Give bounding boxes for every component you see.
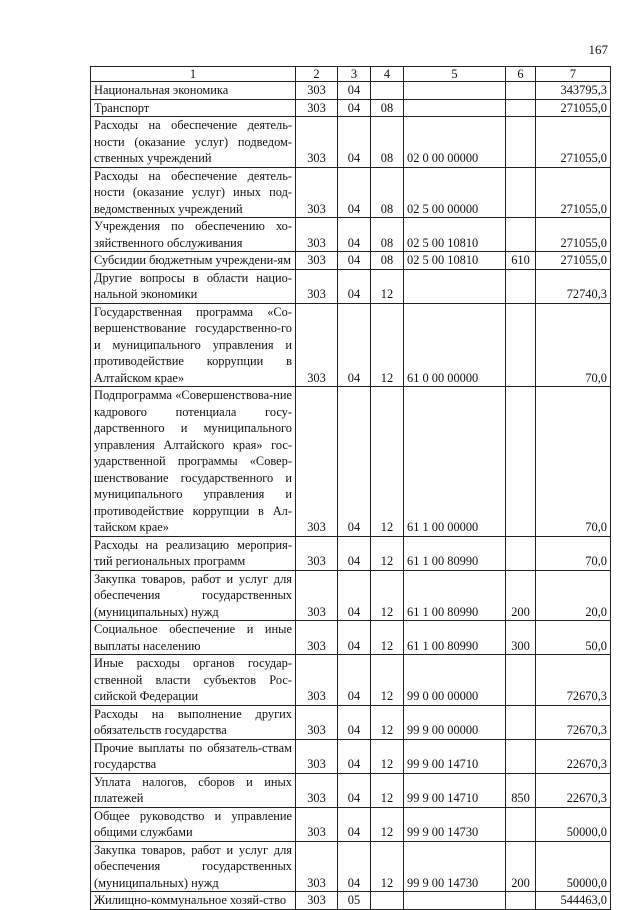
row-vr-cell bbox=[506, 739, 536, 773]
table-row bbox=[91, 303, 611, 387]
row-section-cell: 04 bbox=[338, 773, 371, 807]
row-name-cell: Подпрограмма «Совершенствова-ние кадрового потенциала госу-дарственного и муниципального управления Алтайского края» гос-ударственной программы «Совер-шенствование государственного и муниципального управления и противодействие коррупции в Ал-тайском крае» bbox=[91, 387, 296, 537]
row-vr-cell bbox=[506, 99, 536, 117]
row-section-cell: 04 bbox=[338, 807, 371, 841]
row-section-cell: 04 bbox=[338, 705, 371, 739]
row-vr-cell bbox=[506, 807, 536, 841]
row-sum-cell: 271055,0 bbox=[536, 167, 611, 218]
table-row bbox=[91, 705, 611, 739]
row-name-cell: Государственная программа «Со-вершенствование государственно-го и муниципального управления и противодействие коррупции в Алтайском крае» bbox=[91, 303, 296, 387]
row-sum-cell: 271055,0 bbox=[536, 218, 611, 252]
table-row bbox=[91, 269, 611, 303]
row-sum-cell: 72670,3 bbox=[536, 655, 611, 706]
row-subsection-cell: 08 bbox=[371, 218, 404, 252]
row-code-cell: 303 bbox=[296, 655, 338, 706]
row-subsection-cell bbox=[371, 82, 404, 100]
row-subsection-cell: 12 bbox=[371, 570, 404, 621]
row-subsection-cell: 12 bbox=[371, 655, 404, 706]
row-name-cell: Расходы на реализацию мероприя-тий региональных программ bbox=[91, 536, 296, 570]
row-subsection-cell: 12 bbox=[371, 269, 404, 303]
row-code-cell: 303 bbox=[296, 536, 338, 570]
row-section-cell: 04 bbox=[338, 99, 371, 117]
row-code-cell: 303 bbox=[296, 807, 338, 841]
row-sum-cell: 50000,0 bbox=[536, 807, 611, 841]
row-section-cell: 04 bbox=[338, 536, 371, 570]
row-subsection-cell: 12 bbox=[371, 387, 404, 537]
row-vr-cell: 300 bbox=[506, 621, 536, 655]
row-target-cell bbox=[404, 99, 506, 117]
row-section-cell: 05 bbox=[338, 892, 371, 910]
row-code-cell: 303 bbox=[296, 387, 338, 537]
row-code-cell: 303 bbox=[296, 99, 338, 117]
row-vr-cell bbox=[506, 536, 536, 570]
row-vr-cell bbox=[506, 82, 536, 100]
row-sum-cell: 72670,3 bbox=[536, 705, 611, 739]
table-row bbox=[91, 655, 611, 706]
header-cell-code: 2 bbox=[296, 67, 338, 82]
row-subsection-cell: 12 bbox=[371, 773, 404, 807]
row-vr-cell: 850 bbox=[506, 773, 536, 807]
row-section-cell: 04 bbox=[338, 82, 371, 100]
row-sum-cell: 271055,0 bbox=[536, 99, 611, 117]
row-subsection-cell: 08 bbox=[371, 167, 404, 218]
row-subsection-cell: 08 bbox=[371, 117, 404, 168]
row-vr-cell bbox=[506, 117, 536, 168]
row-subsection-cell: 12 bbox=[371, 841, 404, 892]
row-name-cell: Учреждения по обеспечению хо-зяйственного обслуживания bbox=[91, 218, 296, 252]
row-sum-cell: 50000,0 bbox=[536, 841, 611, 892]
table-row bbox=[91, 739, 611, 773]
row-code-cell: 303 bbox=[296, 252, 338, 270]
table-row bbox=[91, 536, 611, 570]
header-cell-sum: 7 bbox=[536, 67, 611, 82]
row-name-cell: Расходы на обеспечение деятель-ности (оказание услуг) подведом-ственных учреждений bbox=[91, 117, 296, 168]
table-row bbox=[91, 570, 611, 621]
row-target-cell bbox=[404, 269, 506, 303]
table-row bbox=[91, 773, 611, 807]
table-row bbox=[91, 167, 611, 218]
row-section-cell: 04 bbox=[338, 570, 371, 621]
row-name-cell: Другие вопросы в области нацио-нальной экономики bbox=[91, 269, 296, 303]
row-code-cell: 303 bbox=[296, 739, 338, 773]
row-section-cell: 04 bbox=[338, 621, 371, 655]
row-target-cell: 99 9 00 14710 bbox=[404, 773, 506, 807]
row-name-cell: Транспорт bbox=[91, 99, 296, 117]
row-subsection-cell: 12 bbox=[371, 807, 404, 841]
row-subsection-cell: 08 bbox=[371, 252, 404, 270]
table-row bbox=[91, 117, 611, 168]
row-target-cell: 61 1 00 00000 bbox=[404, 387, 506, 537]
row-sum-cell: 343795,3 bbox=[536, 82, 611, 100]
table-row bbox=[91, 892, 611, 910]
row-target-cell: 02 5 00 10810 bbox=[404, 252, 506, 270]
row-section-cell: 04 bbox=[338, 117, 371, 168]
row-vr-cell: 200 bbox=[506, 841, 536, 892]
row-vr-cell: 610 bbox=[506, 252, 536, 270]
row-sum-cell: 70,0 bbox=[536, 303, 611, 387]
row-name-cell: Расходы на выполнение других обязательств государства bbox=[91, 705, 296, 739]
row-name-cell: Прочие выплаты по обязатель-ствам государства bbox=[91, 739, 296, 773]
row-sum-cell: 70,0 bbox=[536, 536, 611, 570]
row-target-cell: 99 9 00 14730 bbox=[404, 841, 506, 892]
row-target-cell: 61 1 00 80990 bbox=[404, 536, 506, 570]
header-cell-section: 3 bbox=[338, 67, 371, 82]
row-vr-cell bbox=[506, 655, 536, 706]
row-sum-cell: 22670,3 bbox=[536, 739, 611, 773]
table-header-row bbox=[91, 67, 611, 82]
row-name-cell: Национальная экономика bbox=[91, 82, 296, 100]
row-vr-cell bbox=[506, 269, 536, 303]
row-code-cell: 303 bbox=[296, 303, 338, 387]
row-section-cell: 04 bbox=[338, 739, 371, 773]
row-vr-cell bbox=[506, 167, 536, 218]
header-cell-subsection: 4 bbox=[371, 67, 404, 82]
row-sum-cell: 271055,0 bbox=[536, 252, 611, 270]
row-code-cell: 303 bbox=[296, 570, 338, 621]
row-name-cell: Уплата налогов, сборов и иных платежей bbox=[91, 773, 296, 807]
row-subsection-cell: 12 bbox=[371, 621, 404, 655]
row-subsection-cell: 12 bbox=[371, 303, 404, 387]
row-code-cell: 303 bbox=[296, 167, 338, 218]
header-cell-name: 1 bbox=[91, 67, 296, 82]
row-name-cell: Жилищно-коммунальное хозяй-ство bbox=[91, 892, 296, 910]
row-target-cell: 99 0 00 00000 bbox=[404, 655, 506, 706]
row-code-cell: 303 bbox=[296, 82, 338, 100]
row-vr-cell bbox=[506, 705, 536, 739]
row-name-cell: Закупка товаров, работ и услуг для обеспечения государственных (муниципальных) нужд bbox=[91, 570, 296, 621]
row-target-cell: 99 9 00 00000 bbox=[404, 705, 506, 739]
row-name-cell: Субсидии бюджетным учреждени-ям bbox=[91, 252, 296, 270]
table-row bbox=[91, 252, 611, 270]
row-subsection-cell: 08 bbox=[371, 99, 404, 117]
row-sum-cell: 544463,0 bbox=[536, 892, 611, 910]
table-row bbox=[91, 82, 611, 100]
row-name-cell: Иные расходы органов государ-ственной власти субъектов Рос-сийской Федерации bbox=[91, 655, 296, 706]
row-section-cell: 04 bbox=[338, 252, 371, 270]
row-code-cell: 303 bbox=[296, 892, 338, 910]
budget-table bbox=[90, 66, 611, 910]
row-subsection-cell: 12 bbox=[371, 739, 404, 773]
row-vr-cell bbox=[506, 387, 536, 537]
row-section-cell: 04 bbox=[338, 303, 371, 387]
table-row bbox=[91, 841, 611, 892]
row-subsection-cell bbox=[371, 892, 404, 910]
row-subsection-cell: 12 bbox=[371, 536, 404, 570]
row-vr-cell bbox=[506, 892, 536, 910]
row-code-cell: 303 bbox=[296, 705, 338, 739]
row-target-cell: 02 5 00 10810 bbox=[404, 218, 506, 252]
row-name-cell: Социальное обеспечение и иные выплаты населению bbox=[91, 621, 296, 655]
row-sum-cell: 22670,3 bbox=[536, 773, 611, 807]
row-target-cell: 02 5 00 00000 bbox=[404, 167, 506, 218]
row-target-cell: 99 9 00 14730 bbox=[404, 807, 506, 841]
table-row bbox=[91, 621, 611, 655]
row-name-cell: Расходы на обеспечение деятель-ности (оказание услуг) иных под-ведомственных учреждений bbox=[91, 167, 296, 218]
row-sum-cell: 271055,0 bbox=[536, 117, 611, 168]
header-cell-vr: 6 bbox=[506, 67, 536, 82]
row-code-cell: 303 bbox=[296, 773, 338, 807]
row-sum-cell: 70,0 bbox=[536, 387, 611, 537]
row-code-cell: 303 bbox=[296, 218, 338, 252]
row-code-cell: 303 bbox=[296, 621, 338, 655]
row-code-cell: 303 bbox=[296, 117, 338, 168]
row-vr-cell bbox=[506, 303, 536, 387]
row-section-cell: 04 bbox=[338, 269, 371, 303]
row-target-cell: 61 0 00 00000 bbox=[404, 303, 506, 387]
table-row bbox=[91, 807, 611, 841]
row-section-cell: 04 bbox=[338, 387, 371, 537]
row-subsection-cell: 12 bbox=[371, 705, 404, 739]
row-target-cell bbox=[404, 82, 506, 100]
header-cell-target: 5 bbox=[404, 67, 506, 82]
row-section-cell: 04 bbox=[338, 841, 371, 892]
row-target-cell: 02 0 00 00000 bbox=[404, 117, 506, 168]
row-code-cell: 303 bbox=[296, 269, 338, 303]
table-row bbox=[91, 99, 611, 117]
row-name-cell: Закупка товаров, работ и услуг для обеспечения государственных (муниципальных) нужд bbox=[91, 841, 296, 892]
row-vr-cell: 200 bbox=[506, 570, 536, 621]
row-target-cell bbox=[404, 892, 506, 910]
row-sum-cell: 50,0 bbox=[536, 621, 611, 655]
row-target-cell: 61 1 00 80990 bbox=[404, 570, 506, 621]
table-row bbox=[91, 387, 611, 537]
row-target-cell: 99 9 00 14710 bbox=[404, 739, 506, 773]
row-section-cell: 04 bbox=[338, 167, 371, 218]
row-section-cell: 04 bbox=[338, 655, 371, 706]
row-target-cell: 61 1 00 80990 bbox=[404, 621, 506, 655]
row-sum-cell: 72740,3 bbox=[536, 269, 611, 303]
row-section-cell: 04 bbox=[338, 218, 371, 252]
row-code-cell: 303 bbox=[296, 841, 338, 892]
row-name-cell: Общее руководство и управление общими службами bbox=[91, 807, 296, 841]
page-number: 167 bbox=[588, 42, 608, 57]
row-vr-cell bbox=[506, 218, 536, 252]
table-row bbox=[91, 218, 611, 252]
row-sum-cell: 20,0 bbox=[536, 570, 611, 621]
